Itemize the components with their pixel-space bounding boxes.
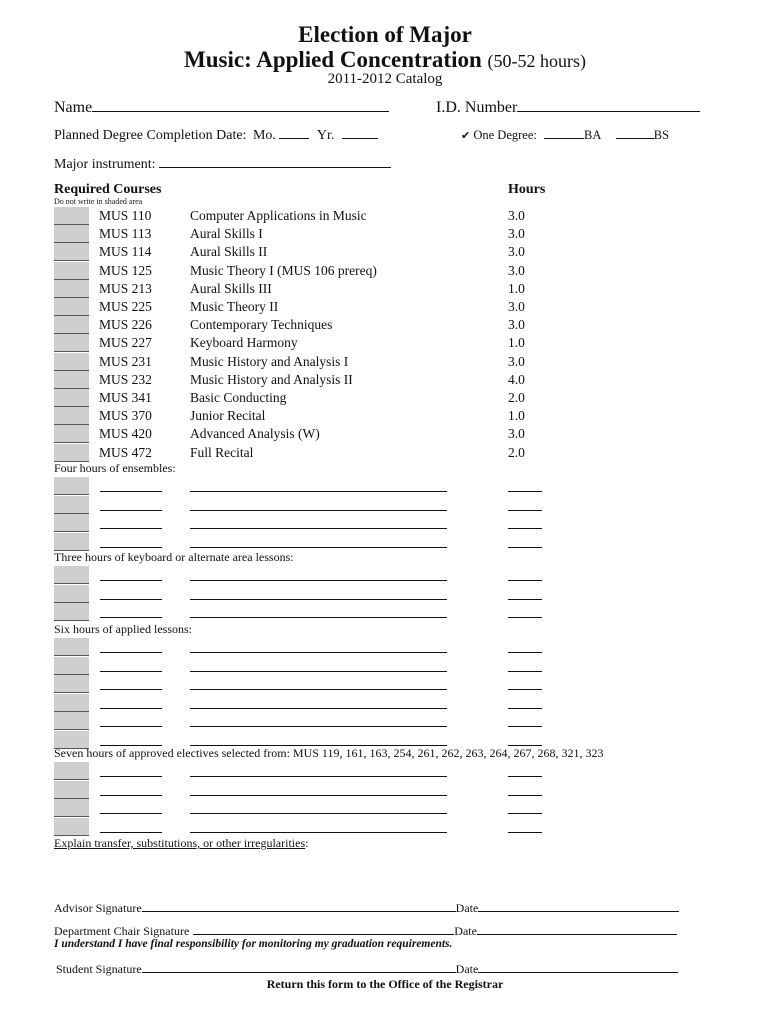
ba-field[interactable] xyxy=(544,124,584,139)
bs-field[interactable] xyxy=(616,124,654,139)
course-number-field[interactable] xyxy=(100,726,162,727)
course-title-field[interactable] xyxy=(190,671,447,672)
hours-field[interactable] xyxy=(508,795,542,796)
course-title-field[interactable] xyxy=(190,547,447,548)
year-field[interactable] xyxy=(342,124,378,139)
shaded-box xyxy=(54,407,89,425)
course-hours: 2.0 xyxy=(508,390,525,405)
chair-date-label: Date xyxy=(454,924,477,938)
course-code: MUS 232 xyxy=(99,372,152,387)
course-title: Aural Skills II xyxy=(190,244,268,259)
course-number-field[interactable] xyxy=(100,547,162,548)
hours-field[interactable] xyxy=(508,599,542,600)
hours-field[interactable] xyxy=(508,652,542,653)
course-title-field[interactable] xyxy=(190,491,447,492)
ensembles-label: Four hours of ensembles: xyxy=(54,461,176,475)
shaded-box xyxy=(54,262,89,280)
course-title: Aural Skills III xyxy=(190,281,272,296)
shaded-box xyxy=(54,298,89,316)
shaded-box xyxy=(54,444,89,462)
shaded-box xyxy=(54,712,89,730)
shaded-box xyxy=(54,694,89,712)
course-code: MUS 114 xyxy=(99,244,152,259)
shaded-box xyxy=(54,566,89,584)
course-title-field[interactable] xyxy=(190,510,447,511)
shaded-box xyxy=(54,762,89,780)
course-title: Full Recital xyxy=(190,445,254,460)
course-hours: 1.0 xyxy=(508,281,525,296)
id-label: I.D. Number xyxy=(436,99,518,116)
student-row xyxy=(56,961,678,977)
hours-field[interactable] xyxy=(508,547,542,548)
shaded-box xyxy=(54,353,89,371)
course-title: Junior Recital xyxy=(190,408,266,423)
course-title-field[interactable] xyxy=(190,832,447,833)
electives-label: Seven hours of approved electives selected from: MUS 119, 161, 163, 254, 261, 262, 263, 264, 267, 268, 321, 323 xyxy=(54,746,604,760)
shaded-box xyxy=(54,799,89,817)
hours-field[interactable] xyxy=(508,528,542,529)
name-field[interactable] xyxy=(92,97,389,112)
shaded-box xyxy=(54,496,89,514)
explain-label: Explain transfer, substitutions, or other irregularities xyxy=(54,836,306,850)
course-hours: 1.0 xyxy=(508,335,525,350)
hours-field[interactable] xyxy=(508,671,542,672)
course-title-field[interactable] xyxy=(190,776,447,777)
shaded-box xyxy=(54,207,89,225)
course-code: MUS 420 xyxy=(99,426,152,441)
course-number-field[interactable] xyxy=(100,617,162,618)
course-hours: 3.0 xyxy=(508,317,525,332)
shaded-box xyxy=(54,389,89,407)
course-title-field[interactable] xyxy=(190,652,447,653)
course-title-field[interactable] xyxy=(190,813,447,814)
hours-heading: Hours xyxy=(508,182,546,197)
course-code: MUS 227 xyxy=(99,335,152,350)
shaded-box xyxy=(54,585,89,603)
course-title-field[interactable] xyxy=(190,617,447,618)
chair-row xyxy=(54,923,677,939)
form-title: Election of Major xyxy=(298,22,472,47)
ba-label: BA xyxy=(583,128,601,142)
degree-row xyxy=(461,124,669,143)
advisor-row xyxy=(54,900,679,916)
hours-field[interactable] xyxy=(508,689,542,690)
shaded-box xyxy=(54,514,89,532)
course-title: Music History and Analysis I xyxy=(190,354,349,369)
course-code: MUS 472 xyxy=(99,445,152,460)
month-label: Mo. xyxy=(252,128,276,143)
course-number-field[interactable] xyxy=(100,491,162,492)
course-number-field[interactable] xyxy=(100,510,162,511)
course-title: Aural Skills I xyxy=(190,226,263,241)
hours-range: (50-52 hours) xyxy=(487,51,586,71)
course-title-field[interactable] xyxy=(190,795,447,796)
course-code: MUS 110 xyxy=(99,208,152,223)
shaded-box xyxy=(54,675,89,693)
shaded-box xyxy=(54,657,89,675)
student-date-field[interactable] xyxy=(478,961,678,973)
course-title: Basic Conducting xyxy=(190,390,287,405)
course-title: Music Theory I (MUS 106 prereq) xyxy=(190,263,377,278)
course-title-field[interactable] xyxy=(190,726,447,727)
shaded-box xyxy=(54,603,89,621)
instrument-field[interactable] xyxy=(159,153,391,168)
shaded-box xyxy=(54,316,89,334)
shaded-box xyxy=(54,334,89,352)
course-number-field[interactable] xyxy=(100,776,162,777)
course-number-field[interactable] xyxy=(100,580,162,581)
shaded-box xyxy=(54,533,89,551)
course-hours: 1.0 xyxy=(508,408,525,423)
shaded-box xyxy=(54,280,89,298)
year-label: Yr. xyxy=(316,128,335,143)
keyboard-label: Three hours of keyboard or alternate area lessons: xyxy=(54,550,294,564)
course-code: MUS 231 xyxy=(99,354,152,369)
course-hours: 3.0 xyxy=(508,263,525,278)
name-row xyxy=(54,97,389,117)
course-title-field[interactable] xyxy=(190,708,447,709)
shaded-box xyxy=(54,818,89,836)
course-title-field[interactable] xyxy=(190,599,447,600)
course-number-field[interactable] xyxy=(100,528,162,529)
course-title-field[interactable] xyxy=(190,689,447,690)
hours-field[interactable] xyxy=(508,708,542,709)
chair-signature-field[interactable] xyxy=(193,923,454,935)
course-hours: 3.0 xyxy=(508,226,525,241)
shaded-box xyxy=(54,371,89,389)
form-subtitle xyxy=(0,47,770,73)
return-note: Return this form to the Office of the Registrar xyxy=(266,977,504,991)
course-hours: 3.0 xyxy=(508,426,525,441)
course-hours: 3.0 xyxy=(508,299,525,314)
checkmark-icon: ✔ xyxy=(461,129,471,142)
student-signature-field[interactable] xyxy=(142,961,456,973)
course-number-field[interactable] xyxy=(100,652,162,653)
bs-label: BS xyxy=(653,128,670,142)
course-code: MUS 341 xyxy=(99,390,152,405)
name-label: Name xyxy=(54,99,93,116)
hours-field[interactable] xyxy=(508,726,542,727)
shaded-box xyxy=(54,425,89,443)
course-hours: 4.0 xyxy=(508,372,525,387)
course-title: Contemporary Techniques xyxy=(190,317,333,332)
course-number-field[interactable] xyxy=(100,599,162,600)
applied-label: Six hours of applied lessons: xyxy=(54,622,192,636)
course-code: MUS 113 xyxy=(99,226,152,241)
course-number-field[interactable] xyxy=(100,795,162,796)
shaded-box xyxy=(54,638,89,656)
course-code: MUS 225 xyxy=(99,299,152,314)
catalog-year: 2011-2012 Catalog xyxy=(327,71,443,87)
chair-date-field[interactable] xyxy=(477,923,677,935)
course-code: MUS 370 xyxy=(99,408,152,423)
course-title-field[interactable] xyxy=(190,528,447,529)
hours-field[interactable] xyxy=(508,813,542,814)
course-hours: 3.0 xyxy=(508,354,525,369)
course-title: Computer Applications in Music xyxy=(190,208,367,223)
shaded-note: Do not write in shaded area xyxy=(54,197,143,206)
student-label: Student Signature xyxy=(56,962,142,976)
course-number-field[interactable] xyxy=(100,708,162,709)
hours-field[interactable] xyxy=(508,510,542,511)
advisor-signature-field[interactable] xyxy=(142,900,456,912)
course-title: Advanced Analysis (W) xyxy=(190,426,320,441)
instrument-row xyxy=(54,153,391,173)
completion-label: Planned Degree Completion Date: xyxy=(54,128,247,143)
advisor-label: Advisor Signature xyxy=(54,901,142,915)
course-number-field[interactable] xyxy=(100,832,162,833)
course-number-field[interactable] xyxy=(100,813,162,814)
hours-field[interactable] xyxy=(508,491,542,492)
id-field[interactable] xyxy=(517,97,700,112)
course-code: MUS 213 xyxy=(99,281,152,296)
course-title: Music Theory II xyxy=(190,299,279,314)
course-title-field[interactable] xyxy=(190,580,447,581)
course-number-field[interactable] xyxy=(100,689,162,690)
shaded-box xyxy=(54,225,89,243)
shaded-box xyxy=(54,477,89,495)
instrument-label: Major instrument: xyxy=(54,157,156,172)
explain-row xyxy=(54,836,308,851)
chair-label: Department Chair Signature xyxy=(54,924,190,938)
course-code: MUS 226 xyxy=(99,317,152,332)
course-number-field[interactable] xyxy=(100,671,162,672)
responsibility-statement: I understand I have final responsibility for monitoring my graduation requirements. xyxy=(54,938,453,950)
month-field[interactable] xyxy=(279,124,309,139)
completion-row xyxy=(54,124,378,144)
explain-colon: : xyxy=(305,836,309,850)
shaded-box xyxy=(54,243,89,261)
shaded-box xyxy=(54,781,89,799)
course-hours: 3.0 xyxy=(508,208,525,223)
student-date-label: Date xyxy=(455,962,479,976)
hours-field[interactable] xyxy=(508,580,542,581)
course-hours: 3.0 xyxy=(508,244,525,259)
required-heading: Required Courses xyxy=(54,182,162,197)
course-code: MUS 125 xyxy=(99,263,152,278)
course-hours: 2.0 xyxy=(508,445,525,460)
advisor-date-label: Date xyxy=(455,901,479,915)
hours-field[interactable] xyxy=(508,617,542,618)
hours-field[interactable] xyxy=(508,832,542,833)
id-row xyxy=(436,97,700,117)
course-title: Keyboard Harmony xyxy=(190,335,298,350)
hours-field[interactable] xyxy=(508,776,542,777)
concentration-title: Music: Applied Concentration xyxy=(184,47,482,72)
course-title: Music History and Analysis II xyxy=(190,372,353,387)
advisor-date-field[interactable] xyxy=(478,900,679,912)
one-degree-label: One Degree: xyxy=(473,128,537,142)
